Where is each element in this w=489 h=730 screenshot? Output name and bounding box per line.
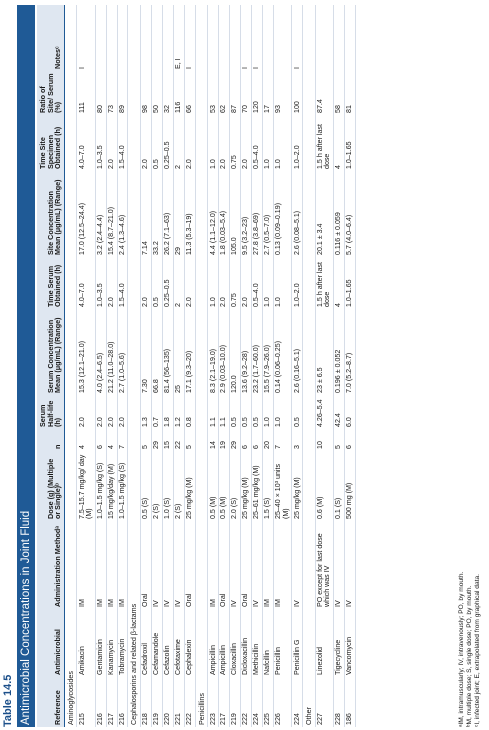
table-cell: 2.0 [141, 257, 152, 309]
table-cell: 215 [77, 677, 95, 727]
table-cell: 0.5 (M) [208, 451, 219, 521]
table-cell: 2.4 (1.3–4.6) [117, 171, 128, 257]
table-cell: IM [208, 521, 219, 609]
table-cell: 217 [106, 677, 117, 727]
table-cell: 7 [273, 429, 291, 451]
table-cell: 222 [241, 677, 252, 727]
table-cell: 23.2 (1.7–60.0) [252, 309, 263, 395]
table-cell: IM [106, 521, 117, 609]
table-cell: Tigecycline [334, 609, 345, 677]
table-cell [315, 5, 333, 71]
table-cell: Kanamycin [106, 609, 117, 677]
table-cell: Ampicillin [219, 609, 230, 677]
table-cell: 0.5–4.0 [252, 257, 263, 309]
table-row [262, 5, 273, 727]
table-cell: Cloxacillin [230, 609, 241, 677]
column-header: Serum Half-life (h) [37, 395, 64, 429]
table-cell: 17.1 (9.3–20) [184, 309, 195, 395]
table-cell: 225 [262, 677, 273, 727]
table-cell: IV [162, 521, 173, 609]
table-cell: IV [173, 521, 184, 609]
table-cell: IV [292, 521, 303, 609]
table-cell: 15.3 (12.1–21.0) [77, 309, 95, 395]
table-cell: 1.8 (0.03–5.4) [219, 171, 230, 257]
table-cell: 227 [315, 677, 333, 727]
table-cell: Cefamandole [151, 609, 162, 677]
table-cell: Tobramycin [117, 609, 128, 677]
table-row [252, 5, 263, 727]
section-row [128, 5, 141, 727]
table-cell: 6.0 [345, 395, 356, 429]
table-row [273, 5, 291, 727]
table-cell: 26.2 (7.1–63) [162, 171, 173, 257]
table-cell: 25–40 × 10³ units (M) [273, 451, 291, 521]
table-cell: 2.0 [117, 395, 128, 429]
table-cell: IM [273, 521, 291, 609]
table-cell: Oral [241, 521, 252, 609]
table-row [95, 5, 106, 727]
table-cell: 1.5 h after last dose [315, 257, 333, 309]
table-cell: 0.6 (M) [315, 451, 333, 521]
table-cell [345, 5, 356, 71]
table-row [117, 5, 128, 727]
table-cell: 2.6 (0.08–5.1) [292, 171, 303, 257]
table-row [315, 5, 333, 727]
table-cell: 1.5–4.0 [117, 257, 128, 309]
table-cell: 73 [106, 71, 117, 115]
table-cell: 2.0 [184, 257, 195, 309]
table-cell [151, 5, 162, 71]
table-cell: 1.2 [173, 395, 184, 429]
table-cell: 21.2 (11.0–28.0) [106, 309, 117, 395]
section-row [195, 5, 208, 727]
table-row [334, 5, 345, 727]
table-cell: E, I [173, 5, 184, 71]
table-cell: 0.5–4.0 [252, 115, 263, 171]
table-cell: 9.5 (3.2–23) [241, 171, 252, 257]
table-cell: 2.0 [77, 395, 95, 429]
section-title: Cephalosporins and related β-lactams [128, 5, 141, 727]
table-cell: 1.8 [162, 395, 173, 429]
table-cell: 25 mg/kg (M) [184, 451, 195, 521]
column-header: Ratio of Site/ Serum (%) [37, 71, 64, 115]
table-cell: 6 [252, 429, 263, 451]
table-cell: 87 [230, 71, 241, 115]
column-header: Site Concentration Mean (μg/mL) (Range) [37, 171, 64, 257]
table-cell: I [77, 5, 95, 71]
table-cell: 81 [345, 71, 356, 115]
table-cell: 1.0 [273, 257, 291, 309]
column-header: Administration Methodᵃ [37, 521, 64, 609]
table-row [173, 5, 184, 727]
table-cell: 0.5 [230, 395, 241, 429]
table-cell: Gentamicin [95, 609, 106, 677]
table-cell: 4 [334, 257, 345, 309]
column-header: Dose (g) (Multiple or Single)ᵇ [37, 451, 64, 521]
table-cell: I [252, 5, 263, 71]
table-cell: 2 [173, 257, 184, 309]
table-cell: 1.0 [273, 115, 291, 171]
table-row [292, 5, 303, 727]
table-cell: IV [252, 521, 263, 609]
table-cell: Ampicillin [208, 609, 219, 677]
column-header: n [37, 429, 64, 451]
table-cell: Oral [219, 521, 230, 609]
table-cell: 0.75 [230, 257, 241, 309]
table-cell: Linezolid [315, 609, 333, 677]
table-cell: 13.6 (9.2–28) [241, 309, 252, 395]
table-cell: 25 mg/kg (M) [241, 451, 252, 521]
table-cell: 105.0 [230, 171, 241, 257]
table-cell: 25 mg/kg (M) [292, 451, 303, 521]
column-header: Time Serum Obtained (h) [37, 257, 64, 309]
section-title: Other [303, 5, 316, 727]
table-cell [273, 5, 291, 71]
table-cell: 0.14 (0.06–0.25) [273, 309, 291, 395]
table-cell: 62 [219, 71, 230, 115]
table-row [151, 5, 162, 727]
table-cell: 11.3 (5.3–19) [184, 171, 195, 257]
table-cell: 4.0–7.0 [77, 257, 95, 309]
table-cell: 0.7 [151, 395, 162, 429]
table-cell: 4 [106, 429, 117, 451]
table-cell: 50 [151, 71, 162, 115]
table-cell: 224 [252, 677, 263, 727]
footnotes [458, 5, 483, 727]
table-cell: 27.8 (3.8–69) [252, 171, 263, 257]
table-cell: 0.8 [184, 395, 195, 429]
table-cell: IV [230, 521, 241, 609]
table-cell: 17.0 (12.5–24.4) [77, 171, 95, 257]
table-cell: 2.0 [241, 115, 252, 171]
table-body [64, 5, 355, 727]
section-title: Aminoglycosides [64, 5, 77, 727]
table-cell: Methicillin [252, 609, 263, 677]
table-cell: 220 [162, 677, 173, 727]
footnote: ᵇM, multiple dose; S, single dose; PO, by mouth. [466, 585, 474, 727]
table-cell: 1.5 (S) [262, 451, 273, 521]
table-cell: 5 [141, 429, 152, 451]
table-cell: 2.6 (0.16–5.1) [292, 309, 303, 395]
table-cell: 7.30 [141, 309, 152, 395]
table-cell [334, 5, 345, 71]
table-cell [208, 5, 219, 71]
footnote: ᵃIM, intramuscularly; IV, intravenously; PO, by mouth. [458, 571, 465, 727]
column-header: Notesᶜ [37, 5, 64, 71]
table-cell: 53 [208, 71, 219, 115]
table-cell: 1.0–1.5 mg/kg (S) [117, 451, 128, 521]
table-cell: 4 [334, 115, 345, 171]
table-cell: 2.0 [106, 257, 117, 309]
table-cell: 2.0 [184, 115, 195, 171]
table-cell: 1.0–3.5 [95, 257, 106, 309]
table-cell: 2.9 (0.03–10.0) [219, 309, 230, 395]
table-cell: PO except for last dose which was IV [315, 521, 333, 609]
table-cell: 25–61 mg/kg (M) [252, 451, 263, 521]
table-cell: 0.25–0.5 [162, 115, 173, 171]
table-cell [141, 5, 152, 71]
table-cell: 2 [173, 115, 184, 171]
table-row [106, 5, 117, 727]
table-cell: 1.0 [208, 115, 219, 171]
table-cell: 0.5 [151, 115, 162, 171]
table-cell: 2.0 [141, 115, 152, 171]
table-cell: I [292, 5, 303, 71]
table-cell: IM [117, 521, 128, 609]
table-cell: Amikacin [77, 609, 95, 677]
table-cell: 0.5 (S) [141, 451, 152, 521]
section-row [303, 5, 316, 727]
table-cell: Dicloxacillin [241, 609, 252, 677]
table-cell: 7.14 [141, 171, 152, 257]
table-cell: 19 [219, 429, 230, 451]
table-cell: 0.196 ± 0.052 [334, 309, 345, 395]
table-cell: Cefotaxime [173, 609, 184, 677]
table-cell: 1.0–2.0 [292, 257, 303, 309]
table-cell: 8.3 (2.1–19.0) [208, 309, 219, 395]
table-cell: IM [77, 521, 95, 609]
table-cell: 1.0 [273, 395, 291, 429]
table-cell: 15.5 (7.9–26.0) [262, 309, 273, 395]
table-cell: 1.5 h after last dose [315, 115, 333, 171]
table-row [345, 5, 356, 727]
table-cell: Nafcillin [262, 609, 273, 677]
table-cell: 216 [117, 677, 128, 727]
table-cell [117, 5, 128, 71]
table-cell: 1.0 [262, 395, 273, 429]
table-row [77, 5, 95, 727]
table-cell: 223 [208, 677, 219, 727]
table-row [141, 5, 152, 727]
table-cell: 87.4 [315, 71, 333, 115]
table-row [184, 5, 195, 727]
table-cell: 98 [141, 71, 152, 115]
table-cell [219, 5, 230, 71]
table-cell: 5 [334, 429, 345, 451]
table-cell: 1.1 [208, 395, 219, 429]
table-cell: 4.0 (2.4–6.5) [95, 309, 106, 395]
section-row [64, 5, 77, 727]
table-cell: 1.0–1.65 [345, 257, 356, 309]
table-cell: 1.3 [141, 395, 152, 429]
table-cell: 111 [77, 71, 95, 115]
footnote: ᶜI, infected joint; E, extrapolated from graphical data. [474, 574, 482, 727]
table-cell: 186 [345, 677, 356, 727]
table-cell: I [241, 5, 252, 71]
table-cell: Cephalexin [184, 609, 195, 677]
table-cell: 120.0 [230, 309, 241, 395]
table-cell: 224 [292, 677, 303, 727]
table-cell: 0.1 (S) [334, 451, 345, 521]
table-cell: 219 [151, 677, 162, 727]
table-cell: 2.0 (S) [230, 451, 241, 521]
table-cell: 0.116 ± 0.059 [334, 171, 345, 257]
table-row [219, 5, 230, 727]
table-cell: 66 [184, 71, 195, 115]
table-cell: 219 [230, 677, 241, 727]
section-title: Penicillins [195, 5, 208, 727]
table-cell: 15 mg/kg/day (M) [106, 451, 117, 521]
table-row [208, 5, 219, 727]
table-cell: 5.7 (4.0–6.4) [345, 171, 356, 257]
table-header [37, 5, 64, 727]
table-cell: Penicillin [273, 609, 291, 677]
table-cell: 228 [334, 677, 345, 727]
table-cell: 6 [241, 429, 252, 451]
table-cell: 3 [292, 429, 303, 451]
table-cell: 1.1 [219, 395, 230, 429]
table-cell: 120 [252, 71, 263, 115]
table-row [230, 5, 241, 727]
table-cell: IV [345, 521, 356, 609]
table-cell: 221 [173, 677, 184, 727]
column-header: Antimicrobial [37, 609, 64, 677]
table-cell: 42.4 [334, 395, 345, 429]
table-cell [162, 5, 173, 71]
table-cell: IM [262, 521, 273, 609]
table-cell: 5 [184, 429, 195, 451]
table-cell: 89 [117, 71, 128, 115]
table-cell: 2 (S) [173, 451, 184, 521]
table-cell: 218 [141, 677, 152, 727]
table-cell: Oral [184, 521, 195, 609]
table-cell: 2.0 [219, 257, 230, 309]
table-cell: 0.13 (0.09–0.19) [273, 171, 291, 257]
table-cell: 222 [184, 677, 195, 727]
table-cell: 1.0–1.5 mg/kg (S) [95, 451, 106, 521]
table-cell: 0.5 [292, 395, 303, 429]
table-cell [230, 5, 241, 71]
table-cell: 93 [273, 71, 291, 115]
table-cell: 20.1 ± 3.4 [315, 171, 333, 257]
table-cell: 70 [241, 71, 252, 115]
table-cell: 226 [273, 677, 291, 727]
table-cell: 7.5–15.7 mg/kg/ day (M) [77, 451, 95, 521]
column-header: Reference [37, 677, 64, 727]
table-cell: 3.2 (2.4–4.4) [95, 171, 106, 257]
table-cell: 6 [345, 429, 356, 451]
table-cell: 14 [208, 429, 219, 451]
table-cell: 0.5 [241, 395, 252, 429]
table-cell: IM [95, 521, 106, 609]
table-row [241, 5, 252, 727]
table-cell: 1.5–4.0 [117, 115, 128, 171]
table-cell: 1.0 [208, 257, 219, 309]
table-cell: 4.4 (1.1–12.0) [208, 171, 219, 257]
table-cell: 100 [292, 71, 303, 115]
table-cell: 17 [262, 71, 273, 115]
table-cell: 7.0 (5.2–8.7) [345, 309, 356, 395]
table-cell: 33.2 [151, 171, 162, 257]
table-cell: 1.0 [262, 257, 273, 309]
table-cell: 217 [219, 677, 230, 727]
table-cell: Penicillin G [292, 609, 303, 677]
table-cell: 15 [162, 429, 173, 451]
table-cell: 0.5 (M) [219, 451, 230, 521]
table-cell: 2.0 [219, 115, 230, 171]
table-cell: 1.0 [262, 115, 273, 171]
table-cell: 4.0–7.0 [77, 115, 95, 171]
table-cell: 2.7 (0.5–7.0) [262, 171, 273, 257]
table-cell: 10 [315, 429, 333, 451]
table-cell: 2.7 (1.0–5.6) [117, 309, 128, 395]
table-cell: 4 [77, 429, 95, 451]
table-cell: 29 [173, 171, 184, 257]
table-cell: 2.0 [95, 395, 106, 429]
table-cell: 80 [95, 71, 106, 115]
table-cell: 29 [230, 429, 241, 451]
table-cell: 0.25–0.5 [162, 257, 173, 309]
table-label: Table 14.5 [2, 674, 14, 727]
table-cell: 0.5 [252, 395, 263, 429]
table-row [162, 5, 173, 727]
table-cell: 0.75 [230, 115, 241, 171]
table-cell: 500 mg (M) [345, 451, 356, 521]
table-cell: 2.0 [106, 115, 117, 171]
table-cell: 1.0–1.65 [345, 115, 356, 171]
header-row [37, 5, 64, 727]
table-cell: 81.4 (56–135) [162, 309, 173, 395]
table-cell: 2.0 [106, 395, 117, 429]
joint-fluid-table [37, 5, 356, 727]
table-cell: 32 [162, 71, 173, 115]
table-cell [95, 5, 106, 71]
table-cell: 66.8 [151, 309, 162, 395]
table-cell: 15.4 (8.7–21.0) [106, 171, 117, 257]
table-cell: IV [334, 521, 345, 609]
table-cell: Cefadroxil [141, 609, 152, 677]
table-cell: Cefazolin [162, 609, 173, 677]
table-cell: 116 [173, 71, 184, 115]
table-cell: 2.0 [241, 257, 252, 309]
table-cell: 1.0–3.5 [95, 115, 106, 171]
table-cell: 0.5 [151, 257, 162, 309]
table-cell: 4.26–5.4 [315, 395, 333, 429]
table-cell [262, 5, 273, 71]
table-cell: 6 [95, 429, 106, 451]
column-header: Serum Concentration Mean (μg/mL) (Range) [37, 309, 64, 395]
column-header: Time Site Specimen Obtained (h) [37, 115, 64, 171]
table-cell [106, 5, 117, 71]
table-cell: 2 (S) [151, 451, 162, 521]
table-cell: IV [151, 521, 162, 609]
table-cell: Oral [141, 521, 152, 609]
table-cell: 29 [151, 429, 162, 451]
table-cell: 7 [117, 429, 128, 451]
table-title: Antimicrobial Concentrations in Joint Fluid [17, 5, 35, 727]
table-cell: I [184, 5, 195, 71]
table-cell: 23 ± 6.5 [315, 309, 333, 395]
table-cell: 22 [173, 429, 184, 451]
table-cell: 1.0–2.0 [292, 115, 303, 171]
table-cell: 216 [95, 677, 106, 727]
table-cell: 20 [262, 429, 273, 451]
table-cell: 58 [334, 71, 345, 115]
table-cell: 1.0 (S) [162, 451, 173, 521]
table-cell: 25 [173, 309, 184, 395]
table-cell: Vancomycin [345, 609, 356, 677]
